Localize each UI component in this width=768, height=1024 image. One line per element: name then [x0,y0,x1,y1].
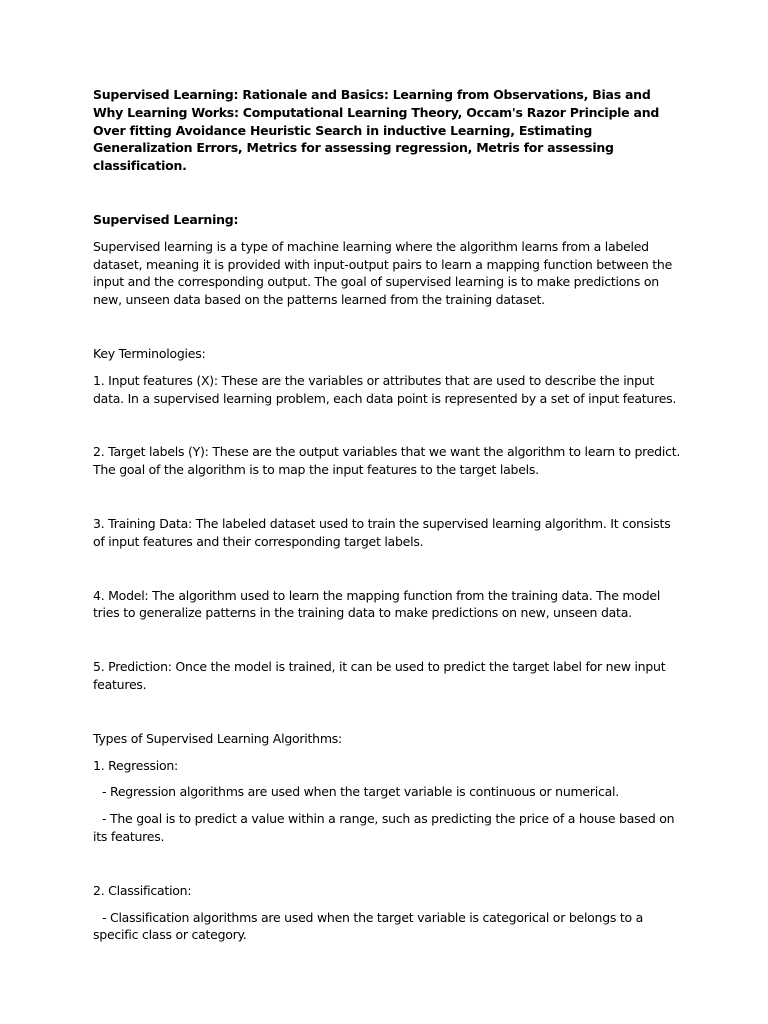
section-heading: Supervised Learning: [93,211,239,227]
document-title: Supervised Learning: Rationale and Basics: Learning from Observations, Bias and Why Learning Works: Computational Learning Theory, Occam's Razor Principle and Over fitting Avoidance Heuristic Search in inductive Learning, Estimating Generalization Errors, Metrics for assessing regression, Metris for assessing classification. [93,87,660,174]
types-heading: Types of Supervised Learning Algorithms: [93,730,343,746]
document-page [93,86,683,953]
intro-paragraph: Supervised learning is a type of machine learning where the algorithm learns from a labeled dataset, meaning it is provided with input-output pairs to learn a mapping function between the input and the corresponding output. The goal of supervised learning is to make predictions on new, unseen data based on the patterns learned from the training dataset. [93,238,673,308]
terms-heading: Key Terminologies: [93,345,206,361]
term-item: 5. Prediction: Once the model is trained, it can be used to predict the target label for new input features. [93,659,666,692]
term-item: 2. Target labels (Y): These are the output variables that we want the algorithm to learn to predict. The goal of the algorithm is to map the input features to the target labels. [93,444,681,478]
term-item: 3. Training Data: The labeled dataset used to train the supervised learning algorithm. It consists of input features and their corresponding target labels. [93,515,671,549]
regression-heading: 1. Regression: [93,757,178,773]
regression-point: - The goal is to predict a value within a range, such as predicting the price of a house based on its features. [93,811,675,844]
classification-point: - Classification algorithms are used when the target variable is categorical or belongs to a specific class or category. [93,909,644,943]
regression-point: - Regression algorithms are used when the target variable is continuous or numerical. [102,784,619,800]
term-item: 1. Input features (X): These are the variables or attributes that are used to describe the input data. In a supervised learning problem, each data point is represented by a set of input features. [93,372,677,406]
classification-heading: 2. Classification: [93,882,192,898]
term-item: 4. Model: The algorithm used to learn the mapping function from the training data. The model tries to generalize patterns in the training data to make predictions on new, unseen data. [93,587,661,621]
